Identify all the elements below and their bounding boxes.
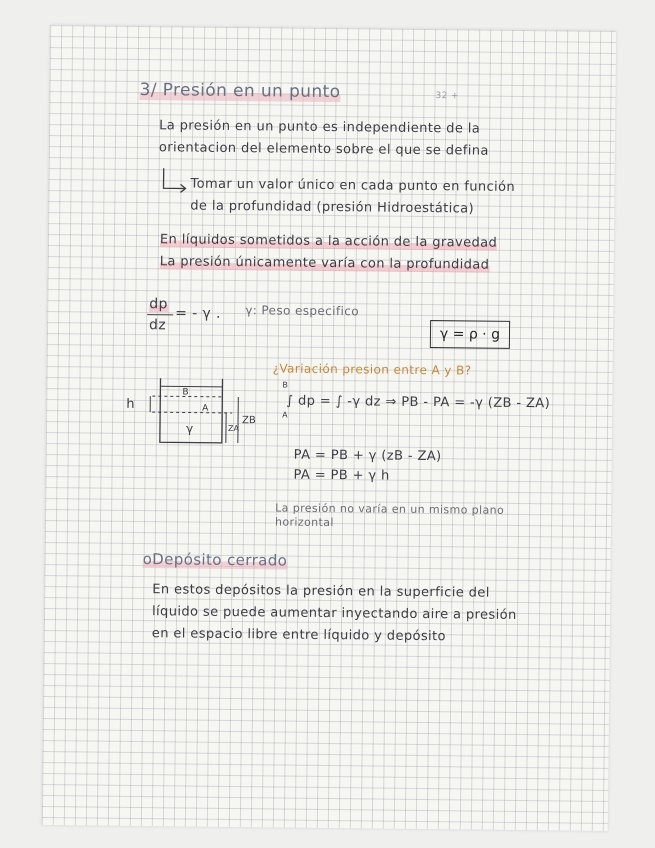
integral-equation: ∫ dp = ∫ -γ dz ⇒ PB - PA = -γ (ZB - ZA) xyxy=(286,393,551,412)
eq1-denominator: dz xyxy=(148,317,167,334)
integral-upper-limit: B xyxy=(282,380,289,390)
eq1-rhs: = - γ . xyxy=(175,305,221,322)
tank-diagram xyxy=(122,374,273,456)
diagram-point-b: B xyxy=(182,387,189,398)
arrow-icon xyxy=(160,166,190,194)
note-line2: horizontal xyxy=(274,515,334,530)
notebook-page xyxy=(42,25,616,831)
eq1-numerator: dp xyxy=(149,296,168,313)
diagram-h: h xyxy=(126,396,135,412)
result1: PA = PB + γ (zB - ZA) xyxy=(293,447,442,465)
arrow-line2: de la profundidad (presión Hidroestática) xyxy=(190,198,475,217)
para1-line2: orientacion del elemento sobre el que se defina xyxy=(158,140,489,159)
result2: PA = PB + γ h xyxy=(293,467,390,484)
arrow-line1: Tomar un valor único en cada punto en función xyxy=(190,176,516,195)
note-line1: La presión no varía en un mismo plano xyxy=(275,501,505,517)
page-mark: 32 + xyxy=(435,91,460,102)
section2-title: oDepósito cerrado xyxy=(142,550,288,570)
para1-line1: La presión en un punto es independiente de la xyxy=(159,118,481,137)
diagram-point-a: A xyxy=(202,403,209,414)
diagram-za: ZA xyxy=(227,423,239,434)
section-title: 3/ Presión en un punto xyxy=(139,79,341,103)
para2-line1: En líquidos sometidos a la acción de la gravedad xyxy=(159,232,498,251)
boxed-formula xyxy=(430,320,510,349)
para3-line2: líquido se puede aumentar inyectando aire a presión xyxy=(151,604,517,623)
diagram-gamma: γ xyxy=(185,421,194,436)
integral-lower-limit: A xyxy=(282,410,289,420)
gamma-label: γ: Peso especifico xyxy=(245,303,360,319)
fraction-bar xyxy=(147,314,173,315)
para2-line2: La presión únicamente varía con la profundidad xyxy=(159,254,490,273)
para3-line3: en el espacio libre entre líquido y depósito xyxy=(151,626,447,645)
para3-line1: En estos depósitos la presión en la superficie del xyxy=(152,582,490,601)
diagram-zb: ZB xyxy=(242,415,256,427)
question-text: ¿Variación presion entre A y B? xyxy=(272,361,472,378)
boxed-formula-text: γ = ρ · g xyxy=(439,326,501,343)
